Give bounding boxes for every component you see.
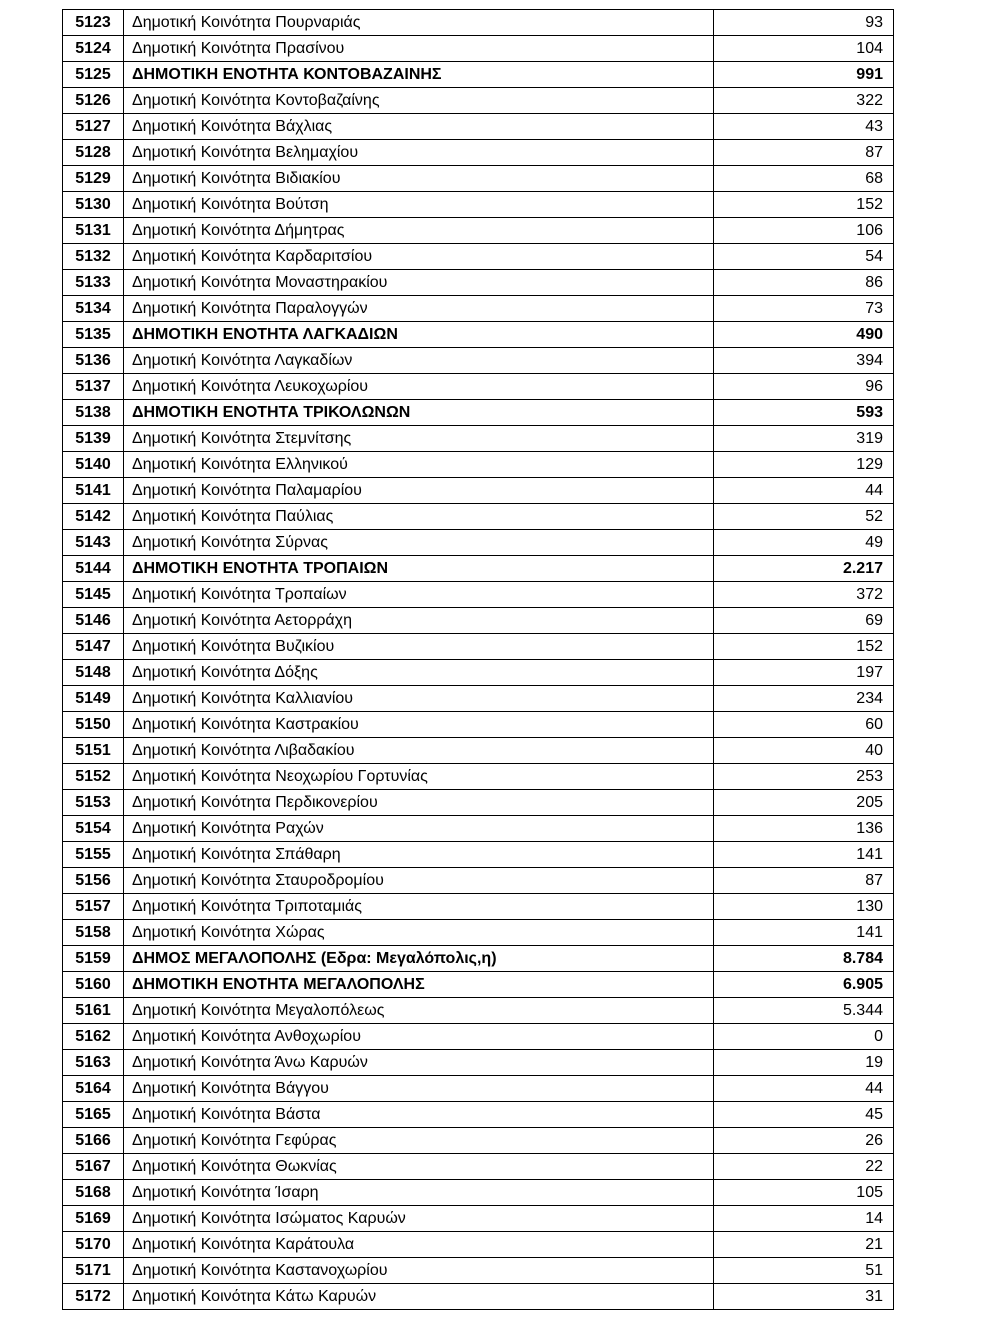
table-row <box>63 504 894 530</box>
row-value: 2.217 <box>714 556 894 582</box>
row-code: 5132 <box>63 244 124 270</box>
table-row <box>63 712 894 738</box>
row-value: 322 <box>714 88 894 114</box>
row-code: 5141 <box>63 478 124 504</box>
row-value: 52 <box>714 504 894 530</box>
row-value: 69 <box>714 608 894 634</box>
row-value: 44 <box>714 1076 894 1102</box>
row-value: 68 <box>714 166 894 192</box>
row-value: 49 <box>714 530 894 556</box>
table-row <box>63 1050 894 1076</box>
row-value: 141 <box>714 920 894 946</box>
row-name: Δημοτική Κοινότητα Ίσαρη <box>124 1180 714 1206</box>
row-code: 5166 <box>63 1128 124 1154</box>
row-code: 5124 <box>63 36 124 62</box>
row-value: 234 <box>714 686 894 712</box>
row-name: Δημοτική Κοινότητα Βάγγου <box>124 1076 714 1102</box>
row-code: 5151 <box>63 738 124 764</box>
row-value: 31 <box>714 1284 894 1310</box>
row-code: 5125 <box>63 62 124 88</box>
row-code: 5127 <box>63 114 124 140</box>
row-name: Δημοτική Κοινότητα Καστανοχωρίου <box>124 1258 714 1284</box>
row-code: 5134 <box>63 296 124 322</box>
row-value: 197 <box>714 660 894 686</box>
row-code: 5153 <box>63 790 124 816</box>
row-code: 5162 <box>63 1024 124 1050</box>
row-name: Δημοτική Κοινότητα Τριποταμιάς <box>124 894 714 920</box>
row-name: Δημοτική Κοινότητα Πρασίνου <box>124 36 714 62</box>
row-code: 5142 <box>63 504 124 530</box>
row-value: 490 <box>714 322 894 348</box>
row-name: ΔΗΜΟΣ ΜΕΓΑΛΟΠΟΛΗΣ (Εδρα: Μεγαλόπολις,η) <box>124 946 714 972</box>
row-code: 5170 <box>63 1232 124 1258</box>
row-code: 5155 <box>63 842 124 868</box>
table-row <box>63 62 894 88</box>
table-row <box>63 270 894 296</box>
row-code: 5161 <box>63 998 124 1024</box>
row-value: 44 <box>714 478 894 504</box>
row-value: 105 <box>714 1180 894 1206</box>
row-name: Δημοτική Κοινότητα Καλλιανίου <box>124 686 714 712</box>
row-name: Δημοτική Κοινότητα Νεοχωρίου Γορτυνίας <box>124 764 714 790</box>
table-row <box>63 738 894 764</box>
row-value: 93 <box>714 10 894 36</box>
row-value: 43 <box>714 114 894 140</box>
row-name: Δημοτική Κοινότητα Πουρναριάς <box>124 10 714 36</box>
row-value: 40 <box>714 738 894 764</box>
table-row <box>63 842 894 868</box>
population-table <box>62 9 894 1310</box>
table-row <box>63 1076 894 1102</box>
row-value: 0 <box>714 1024 894 1050</box>
table-row <box>63 686 894 712</box>
row-value: 991 <box>714 62 894 88</box>
table-row <box>63 140 894 166</box>
table-body <box>63 10 894 1310</box>
row-name: Δημοτική Κοινότητα Αετορράχη <box>124 608 714 634</box>
row-name: Δημοτική Κοινότητα Ανθοχωρίου <box>124 1024 714 1050</box>
row-value: 8.784 <box>714 946 894 972</box>
row-code: 5148 <box>63 660 124 686</box>
table-row <box>63 452 894 478</box>
row-value: 21 <box>714 1232 894 1258</box>
table-row <box>63 1128 894 1154</box>
row-value: 372 <box>714 582 894 608</box>
row-name: Δημοτική Κοινότητα Κοντοβαζαίνης <box>124 88 714 114</box>
row-value: 73 <box>714 296 894 322</box>
row-name: Δημοτική Κοινότητα Κάτω Καρυών <box>124 1284 714 1310</box>
row-code: 5156 <box>63 868 124 894</box>
table-row <box>63 556 894 582</box>
row-code: 5136 <box>63 348 124 374</box>
row-name: Δημοτική Κοινότητα Λιβαδακίου <box>124 738 714 764</box>
row-value: 136 <box>714 816 894 842</box>
row-code: 5133 <box>63 270 124 296</box>
row-value: 60 <box>714 712 894 738</box>
row-code: 5168 <box>63 1180 124 1206</box>
row-code: 5126 <box>63 88 124 114</box>
row-code: 5140 <box>63 452 124 478</box>
row-name: Δημοτική Κοινότητα Παραλογγών <box>124 296 714 322</box>
row-name: Δημοτική Κοινότητα Λαγκαδίων <box>124 348 714 374</box>
table-row <box>63 36 894 62</box>
row-value: 86 <box>714 270 894 296</box>
row-value: 5.344 <box>714 998 894 1024</box>
row-code: 5171 <box>63 1258 124 1284</box>
row-code: 5146 <box>63 608 124 634</box>
row-name: Δημοτική Κοινότητα Σπάθαρη <box>124 842 714 868</box>
row-name: Δημοτική Κοινότητα Παλαμαρίου <box>124 478 714 504</box>
table-row <box>63 218 894 244</box>
row-code: 5138 <box>63 400 124 426</box>
row-name: Δημοτική Κοινότητα Ισώματος Καρυών <box>124 1206 714 1232</box>
table-row <box>63 478 894 504</box>
table-row <box>63 660 894 686</box>
row-name: Δημοτική Κοινότητα Ελληνικού <box>124 452 714 478</box>
row-code: 5169 <box>63 1206 124 1232</box>
row-value: 54 <box>714 244 894 270</box>
table-row <box>63 426 894 452</box>
row-code: 5129 <box>63 166 124 192</box>
row-value: 593 <box>714 400 894 426</box>
row-name: Δημοτική Κοινότητα Μοναστηρακίου <box>124 270 714 296</box>
table-row <box>63 1154 894 1180</box>
row-value: 14 <box>714 1206 894 1232</box>
row-name: Δημοτική Κοινότητα Χώρας <box>124 920 714 946</box>
table-row <box>63 1232 894 1258</box>
row-name: Δημοτική Κοινότητα Σύρνας <box>124 530 714 556</box>
row-code: 5139 <box>63 426 124 452</box>
row-code: 5128 <box>63 140 124 166</box>
row-name: Δημοτική Κοινότητα Βελημαχίου <box>124 140 714 166</box>
table-row <box>63 894 894 920</box>
table-row <box>63 348 894 374</box>
row-name: Δημοτική Κοινότητα Λευκοχωρίου <box>124 374 714 400</box>
table-row <box>63 1206 894 1232</box>
row-name: ΔΗΜΟΤΙΚΗ ΕΝΟΤΗΤΑ ΚΟΝΤΟΒΑΖΑΙΝΗΣ <box>124 62 714 88</box>
table-row <box>63 582 894 608</box>
row-value: 152 <box>714 634 894 660</box>
row-value: 104 <box>714 36 894 62</box>
row-value: 130 <box>714 894 894 920</box>
row-code: 5152 <box>63 764 124 790</box>
row-name: Δημοτική Κοινότητα Τροπαίων <box>124 582 714 608</box>
row-name: ΔΗΜΟΤΙΚΗ ΕΝΟΤΗΤΑ ΤΡΙΚΟΛΩΝΩΝ <box>124 400 714 426</box>
row-code: 5143 <box>63 530 124 556</box>
row-value: 45 <box>714 1102 894 1128</box>
row-code: 5149 <box>63 686 124 712</box>
row-name: Δημοτική Κοινότητα Παύλιας <box>124 504 714 530</box>
table-row <box>63 322 894 348</box>
row-code: 5163 <box>63 1050 124 1076</box>
row-value: 96 <box>714 374 894 400</box>
row-name: Δημοτική Κοινότητα Δόξης <box>124 660 714 686</box>
table-row <box>63 530 894 556</box>
table-row <box>63 920 894 946</box>
table-row <box>63 88 894 114</box>
table-row <box>63 608 894 634</box>
row-code: 5154 <box>63 816 124 842</box>
table-row <box>63 244 894 270</box>
row-value: 253 <box>714 764 894 790</box>
row-name: Δημοτική Κοινότητα Βιδιακίου <box>124 166 714 192</box>
row-value: 87 <box>714 868 894 894</box>
row-code: 5158 <box>63 920 124 946</box>
row-code: 5165 <box>63 1102 124 1128</box>
row-code: 5144 <box>63 556 124 582</box>
row-value: 106 <box>714 218 894 244</box>
table-row <box>63 114 894 140</box>
row-code: 5167 <box>63 1154 124 1180</box>
row-code: 5159 <box>63 946 124 972</box>
row-code: 5137 <box>63 374 124 400</box>
row-name: Δημοτική Κοινότητα Βυζικίου <box>124 634 714 660</box>
row-code: 5172 <box>63 1284 124 1310</box>
row-name: Δημοτική Κοινότητα Βάστα <box>124 1102 714 1128</box>
row-code: 5130 <box>63 192 124 218</box>
row-name: Δημοτική Κοινότητα Καρδαριτσίου <box>124 244 714 270</box>
row-value: 394 <box>714 348 894 374</box>
row-value: 19 <box>714 1050 894 1076</box>
table-row <box>63 166 894 192</box>
row-value: 22 <box>714 1154 894 1180</box>
row-value: 141 <box>714 842 894 868</box>
table-row <box>63 1180 894 1206</box>
row-code: 5131 <box>63 218 124 244</box>
row-value: 319 <box>714 426 894 452</box>
row-name: ΔΗΜΟΤΙΚΗ ΕΝΟΤΗΤΑ ΤΡΟΠΑΙΩΝ <box>124 556 714 582</box>
row-name: Δημοτική Κοινότητα Θωκνίας <box>124 1154 714 1180</box>
row-code: 5145 <box>63 582 124 608</box>
table-row <box>63 634 894 660</box>
row-code: 5164 <box>63 1076 124 1102</box>
row-name: ΔΗΜΟΤΙΚΗ ΕΝΟΤΗΤΑ ΛΑΓΚΑΔΙΩΝ <box>124 322 714 348</box>
row-name: Δημοτική Κοινότητα Βάχλιας <box>124 114 714 140</box>
table-row <box>63 1258 894 1284</box>
table-row <box>63 1102 894 1128</box>
row-code: 5135 <box>63 322 124 348</box>
row-name: ΔΗΜΟΤΙΚΗ ΕΝΟΤΗΤΑ ΜΕΓΑΛΟΠΟΛΗΣ <box>124 972 714 998</box>
table-row <box>63 400 894 426</box>
table-row <box>63 1284 894 1310</box>
row-code: 5157 <box>63 894 124 920</box>
row-name: Δημοτική Κοινότητα Ραχών <box>124 816 714 842</box>
table-row <box>63 764 894 790</box>
table-row <box>63 998 894 1024</box>
table-row <box>63 816 894 842</box>
row-value: 87 <box>714 140 894 166</box>
row-name: Δημοτική Κοινότητα Περδικονερίου <box>124 790 714 816</box>
row-name: Δημοτική Κοινότητα Δήμητρας <box>124 218 714 244</box>
row-name: Δημοτική Κοινότητα Άνω Καρυών <box>124 1050 714 1076</box>
row-value: 6.905 <box>714 972 894 998</box>
row-code: 5123 <box>63 10 124 36</box>
row-name: Δημοτική Κοινότητα Καράτουλα <box>124 1232 714 1258</box>
table-row <box>63 192 894 218</box>
row-name: Δημοτική Κοινότητα Γεφύρας <box>124 1128 714 1154</box>
row-name: Δημοτική Κοινότητα Βούτση <box>124 192 714 218</box>
row-name: Δημοτική Κοινότητα Μεγαλοπόλεως <box>124 998 714 1024</box>
row-code: 5160 <box>63 972 124 998</box>
row-value: 205 <box>714 790 894 816</box>
row-value: 152 <box>714 192 894 218</box>
table-row <box>63 790 894 816</box>
row-name: Δημοτική Κοινότητα Στεμνίτσης <box>124 426 714 452</box>
row-value: 129 <box>714 452 894 478</box>
table-row <box>63 374 894 400</box>
row-code: 5150 <box>63 712 124 738</box>
row-value: 51 <box>714 1258 894 1284</box>
row-name: Δημοτική Κοινότητα Σταυροδρομίου <box>124 868 714 894</box>
table-row <box>63 1024 894 1050</box>
row-value: 26 <box>714 1128 894 1154</box>
table-row <box>63 296 894 322</box>
table-row <box>63 10 894 36</box>
row-code: 5147 <box>63 634 124 660</box>
row-name: Δημοτική Κοινότητα Καστρακίου <box>124 712 714 738</box>
table-row <box>63 972 894 998</box>
table-row <box>63 868 894 894</box>
table-row <box>63 946 894 972</box>
